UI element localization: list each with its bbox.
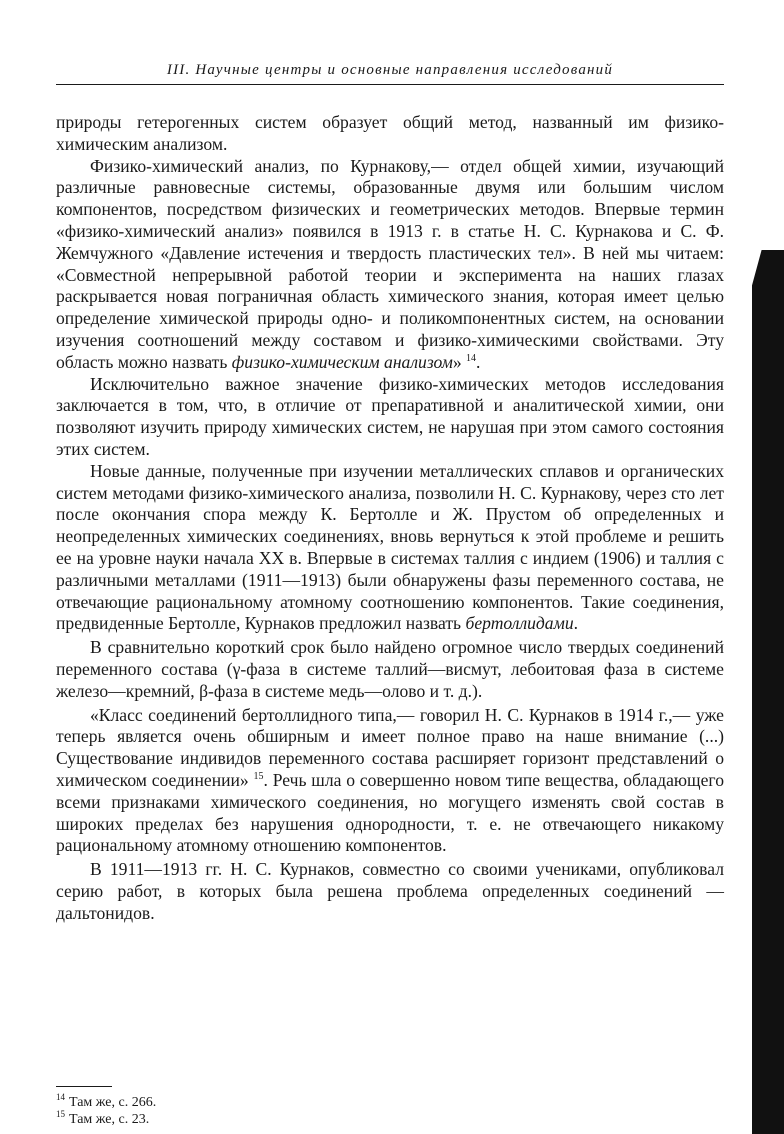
paragraph-importance: Исключительно важное значение физико-химических методов исследования заключается в том, что, в отличие от препаративной и аналитической химии, они позволяют изучить природу химических систем, не нарушая при этом самого состояния этих систем. [56, 373, 724, 459]
footnotes [56, 1094, 556, 1128]
emphasis-term: бертоллидами [465, 613, 574, 634]
paragraph-text: Новые данные, полученные при изучении металлических сплавов и органических систем методами физико-химического анализа, позволили Н. С. Курнакову, через сто лет после окончания спора между К. Бертолле и Ж. Прустом об определенных и неопределенных химических соединениях, вновь вернуться к этой проблеме и решить ее на уровне науки начала XX в. Впервые в системах таллия с индием (1906) и таллия с различными металлами (1911—1913) были обнаружены фазы переменного состава, не отвечающие рациональному атомному соотношению компонентов. Такие соединения, предвиденные Бертолле, Курнаков предложил назвать [56, 460, 724, 634]
footnote-rule [56, 1086, 112, 1087]
paragraph-compounds: В сравнительно короткий срок было найдено огромное число твердых соединений переменного состава (γ-фаза в системе таллий—висмут, лебоитовая фаза в системе железо—кремний, β-фаза в системе медь—олово и т. д.). [56, 637, 724, 701]
paragraph-text: Физико-химический анализ, по Курнакову,— отдел общей химии, изучающий различные равновесные системы, образованные двумя или большим числом компонентов, посредством физических и геометрических методов. Впервые термин «физико-химический анализ» появился в 1913 г. в статье Н. С. Курнакова и С. Ф. Жемчужного «Давление истечения и твердость пластических тел». В ней мы читаем: «Совместной непрерывной работой теории и эксперимента на наших глазах раскрывается новая пограничная область химического знания, которая имеет целью определение химической природы одно- и поликомпонентных систем, на основании изучения соотношений между составом и физико-химическими свойствами. Эту область можно назвать [56, 155, 724, 372]
footnote-item [56, 1111, 556, 1128]
paragraph-new-data [56, 461, 724, 635]
paragraph-continuation: природы гетерогенных систем образует общий метод, названный им физико-химическим анализом. [56, 112, 724, 154]
paragraph-text: «Класс соединений бертоллидного типа,— говорил Н. С. Курнаков в 1914 г.,— уже теперь является очень обширным и имеет полное право на наше внимание (...) Существование индивидов переменного состава расширяет горизонт представлений о химическом соединении» [56, 704, 724, 790]
header-rule [56, 84, 724, 85]
footnote-text: Там же, с. 266. [69, 1095, 157, 1110]
sentence-end: . [476, 351, 481, 372]
main-text [56, 112, 724, 924]
footnote-number: 15 [56, 1109, 65, 1120]
footnote-ref-14[interactable]: 14 [466, 352, 477, 364]
paragraph-text: . Речь шла о совершенно новом типе вещества, обладающего всеми признаками химического соединения, но могущего изменять свой состав в широких пределах без нарушения однородности, т. е. не отвечающего никакому рациональному атомному отношению компонентов. [56, 769, 724, 856]
scan-edge-shadow [752, 250, 784, 1134]
emphasis-term: физико-химическим анализом [231, 351, 453, 372]
footnote-text: Там же, с. 23. [69, 1112, 150, 1127]
footnote-ref-15[interactable]: 15 [253, 771, 264, 783]
sentence-end: . [573, 613, 579, 634]
paragraph-daltonides: В 1911—1913 гг. Н. С. Курнаков, совместно со своими учениками, опубликовал серию работ, в которых была решена проблема определенных соединений — дальтонидов. [56, 859, 724, 923]
running-header: III. Научные центры и основные направления исследований [166, 62, 614, 78]
paragraph-definition [56, 156, 724, 374]
quote-close: » [452, 351, 467, 372]
footnote-number: 14 [56, 1092, 65, 1103]
paragraph-quote [56, 705, 724, 858]
footnote-item [56, 1094, 556, 1111]
